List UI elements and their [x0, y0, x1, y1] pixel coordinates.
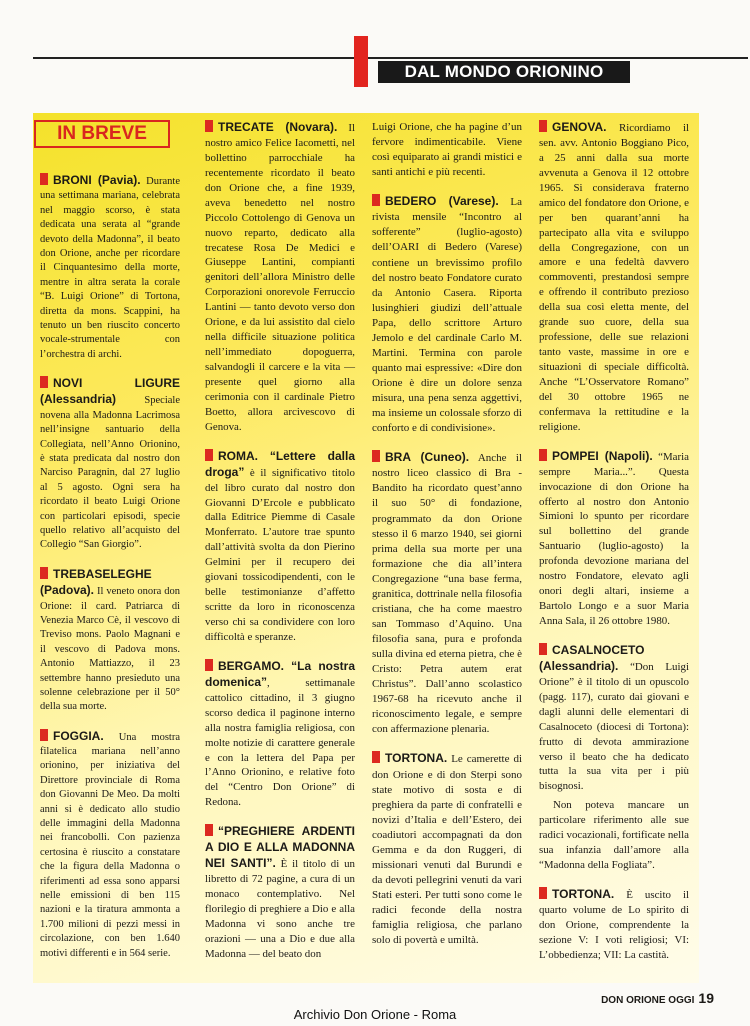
item-head: “PREGHIERE ARDENTI A DIO E ALLA MADONNA NEI SANTI”.: [205, 824, 355, 871]
top-rule: [33, 57, 748, 59]
item-head: TORTONA.: [552, 887, 615, 901]
section-red-marker: [354, 36, 368, 87]
news-item: [372, 751, 522, 948]
page-footer: [601, 990, 714, 1006]
item-head: TREBASELEGHE (Padova).: [40, 566, 152, 598]
red-bullet-icon: [40, 567, 48, 579]
item-text: Luigi Orione, che ha pagine d’un fervore indimenticabile. Viene così equiparato ai grandi mistici e santi antichi e più recenti.: [372, 121, 522, 179]
news-item-continued: [372, 120, 522, 180]
item-text: “Maria sempre Maria...”. Questa invocazione di don Orione ha offerto al nostro don Antonio Simioni lo spunto per ricordare sul bollettino del grande Santuario (luglio-agosto) la profonda devozione mariana del nostro Fondatore, elevato agli onori degli altari, insieme a Bartolo Longo e a suor Maria Anna Sala, il 26 ottobre 1980.: [539, 450, 689, 627]
item-head: POMPEI (Napoli).: [552, 448, 653, 463]
column-4: [539, 120, 689, 977]
red-bullet-icon: [205, 824, 213, 836]
item-text: è il significativo titolo del libro curato dal nostro don Giovanni D’Ercole e pubblicato dalla Editrice Piemme di Casale Monferrato. L’autore trae spunto dall’attività svolta da don Pierino Gelmini per il recupero dei giovani tossicodipendenti, con le belle testimonianze d’affetto scritte da loro in riconoscenza verso chi sa condividere con loro difficoltà e speranze.: [205, 466, 355, 643]
news-item: [539, 887, 689, 963]
item-text: Una mostra filatelica mariana nell’anno orionino, per iniziativa del Direttore provinciale di Roma don Giovanni De Meo. Da molti anni si è dedicato allo studio delle immagini della Madonna nei francobolli. Con pazienza certosina è riuscito a constatare che la figura della Madonna o riferimenti ad essa sono apparsi nelle emissioni di ben 115 nazioni e la tiratura ammonta a 1.700 milioni di pezzi messi in circolazione, con ben 1.640 motivi differenti e in 564 serie.: [40, 731, 180, 959]
box-title: IN BREVE: [34, 120, 170, 148]
item-head: BRONI (Pavia).: [53, 173, 141, 187]
item-text: Il veneto onora don Orione: il card. Patriarca di Venezia Marco Cè, il vescovo di Treviso mons. Paolo Magnani e il vescovo di Padova mons. Antonio Mattiazzo, il 23 settembre hanno presieduto una solenne celebrazione per il 50° della sua morte.: [40, 586, 180, 713]
section-title: DAL MONDO ORIONINO: [378, 61, 630, 83]
red-bullet-icon: [539, 120, 547, 132]
red-bullet-icon: [40, 376, 48, 388]
news-item-paragraph: [539, 798, 689, 873]
news-item: [40, 173, 180, 362]
red-bullet-icon: [372, 194, 380, 206]
column-1: [40, 173, 180, 975]
news-item: [205, 659, 355, 810]
news-item: [40, 376, 180, 553]
archive-label: Archivio Don Orione - Roma: [293, 1007, 457, 1022]
news-item: [372, 194, 522, 436]
red-bullet-icon: [40, 729, 48, 741]
item-text: È il titolo di un libretto di 72 pagine, a cura di un monaco contemplativo. Nel florilegio di preghiere a Dio e alla Madonna vi sono anche tre orazioni — una a Dio e due alla Madonna — del beato don: [205, 858, 355, 960]
item-head: CASALNOCETO (Alessandria).: [539, 642, 645, 673]
news-item: [539, 449, 689, 629]
item-head: NOVI LIGURE (Alessandria): [40, 376, 180, 407]
page-number: 19: [698, 990, 714, 1006]
item-head: ROMA. “Lettere dalla droga”: [205, 448, 355, 479]
news-item: [205, 824, 355, 961]
item-text: Il nostro amico Felice Iacometti, nel bollettino parrocchiale ha recentemente ricordato il beato don Orione che, a fine 1939, aveva benedetto nel nostro Piccolo Cottolengo di Genova un nuovo reparto, dedicato alla trecatese Rosa De Medici e Giuseppe Lantini, compianti genitori dell’allora Ministro delle Corporazioni onorevole Ferruccio Lantini — tanto devoto verso don Orione, e da lui assistito dal cielo nella difficile situazione politica nell’immediato dopoguerra, salvandogli il carcere e la vita — presente quel giorno alla cerimonia con il cardinale Pietro Boetto, allora arcivescovo di Genova.: [205, 122, 355, 433]
red-bullet-icon: [372, 450, 380, 462]
red-bullet-icon: [539, 887, 547, 899]
red-bullet-icon: [205, 659, 213, 671]
item-head: TRECATE (Novara).: [218, 120, 338, 134]
news-item: [372, 450, 522, 737]
news-item: [40, 729, 180, 961]
column-3: [372, 120, 522, 962]
item-head: BEDERO (Varese).: [385, 194, 499, 209]
red-bullet-icon: [205, 449, 213, 461]
red-bullet-icon: [539, 449, 547, 461]
red-bullet-icon: [205, 120, 213, 132]
item-text: Anche il nostro liceo classico di Bra - Bandito ha ricordato quest’anno il suo 50° di fondazione, programmato da don Orione stesso il 6 marzo 1940, sei giorni prima della sua morte per una formazione che dia all’intera Congregazione “una base ferma, granitica, dottrinale nella filosofia cristiana, che ha come maestro san Tommaso d’Aquino. Una filosofia sana, pura e profonda sulla divina ed eterna pietra, che è Cristo: Petra autem erat Christus”. Dall’anno scolastico 1967-68 ha ricevuto anche il riconoscimento legale, e sempre con affermazione plenaria.: [372, 452, 522, 736]
news-item: [539, 643, 689, 794]
item-head: BERGAMO. “La nostra domenica”: [205, 658, 355, 689]
item-text: La rivista mensile “Incontro al sofferente” (luglio-agosto) dell’OARI di Bedero (Varese) contiene un brevissimo profilo del nostro beato Fondatore curato da Antonio Casera. Riporta lusinghieri giudizi dell’attuale Papa, dello scrittore Arturo Jemolo e del cardinale Carlo M. Martini. Termina con parole quanto mai espressive: «Dire don Orione è dire un dolore senza misura, una pena senza aggettivi, ma insieme un colossale sforzo di conforto e di condivisione».: [372, 196, 522, 435]
item-text: Le camerette di don Orione e di don Sterpi sono state motivo di sosta e di preghiera da parte di confratelli e novizi d’Italia e dell’Estero, dei coadiutori accompagnati da don Gemma e da don Ruggeri, di missionari venuti dal Burundi e da devoti pellegrini venuti da vari Stati esteri. Per tutti sono come le radici feconde della nostra famiglia religiosa, che parlano solo di povertà e umiltà.: [372, 753, 522, 947]
column-2: [205, 120, 355, 976]
news-item: [205, 120, 355, 435]
item-head: TORTONA.: [385, 751, 448, 766]
item-text: Ricordiamo il sen. avv. Antonio Boggiano Pico, a 25 anni dalla sua morte avvenuta a Genova il 12 ottobre 1965. Si considerava fraterno amico del fondatore don Orione, e per ben quarant’anni ha partecipato alla vita e sviluppo della Congregazione, con un amore e una fedeltà davvero commoventi, prestandosi sempre e offrendo il contributo prezioso della sua così eletta mente, del grande suo cuore, della sua professione, delle sue relazioni tanto vaste, massime in ore e situazioni di speciale difficoltà. Anche “L’Osservatore Romano” del 30 ottobre 1965 ne confermava la rettitudine e la religione.: [539, 122, 689, 433]
news-item: [539, 120, 689, 435]
red-bullet-icon: [539, 643, 547, 655]
item-text: Durante una settimana mariana, celebrata nel maggio scorso, è stata dedicata una serata al “grande devoto della Madonna”, il beato don Orione, anche per ricordare il Cinquantesimo della morte, mentre in altra serata la corale “B. Luigi Orione” di Tortona, diretta da mons. Scappini, ha tenuto un ben riuscito concerto vocale-strumentale con l’orchestra di archi.: [40, 176, 180, 360]
item-text: Non poteva mancare un particolare riferimento alle sue radici vocazionali, fortificate nella sua infanzia dall’amore alla “Madonna della Fogliata”.: [539, 799, 689, 872]
item-text: “Don Luigi Orione” è il titolo di un opuscolo (pagg. 117), curato dai giovani e dagli alunni delle elementari di Casalnoceto (diocesi di Tortona): frutto di devota ammirazione verso il beato che ha dedicato tutta la sua vita per i più bisognosi.: [539, 660, 689, 793]
item-text: Speciale novena alla Madonna Lacrimosa nell’insigne santuario della Collegiata, nell’Anno Orionino, è stata predicata dal nostro don Narciso Paragnin, dal 27 luglio al 5 agosto. Ogni sera ha ricordato il beato Luigi Orione con particolari episodi, specie quello relativo all’acquisto del Collegio “San Giorgio”.: [40, 395, 180, 551]
item-text: , settimanale cattolico cittadino, il 3 giugno scorso dedica il paginone interno alla nostra famiglia religiosa, con molte notizie di carattere generale e con la lettera del Papa per l’Anno Orionino, e relative foto del “Centro Don Orione” di Redona.: [205, 676, 355, 809]
item-text: È uscito il quarto volume de Lo spirito di don Orione, comprendente la sezione V: I voti religiosi; VI: L’obbedienza; VII: La castità.: [539, 889, 689, 961]
item-head: FOGGIA.: [53, 728, 104, 743]
news-item: [205, 449, 355, 645]
item-head: BRA (Cuneo).: [385, 450, 470, 465]
red-bullet-icon: [372, 751, 380, 763]
red-bullet-icon: [40, 173, 48, 185]
item-head: GENOVA.: [552, 120, 607, 134]
magazine-name: DON ORIONE OGGI: [601, 995, 695, 1006]
news-item: [40, 567, 180, 715]
